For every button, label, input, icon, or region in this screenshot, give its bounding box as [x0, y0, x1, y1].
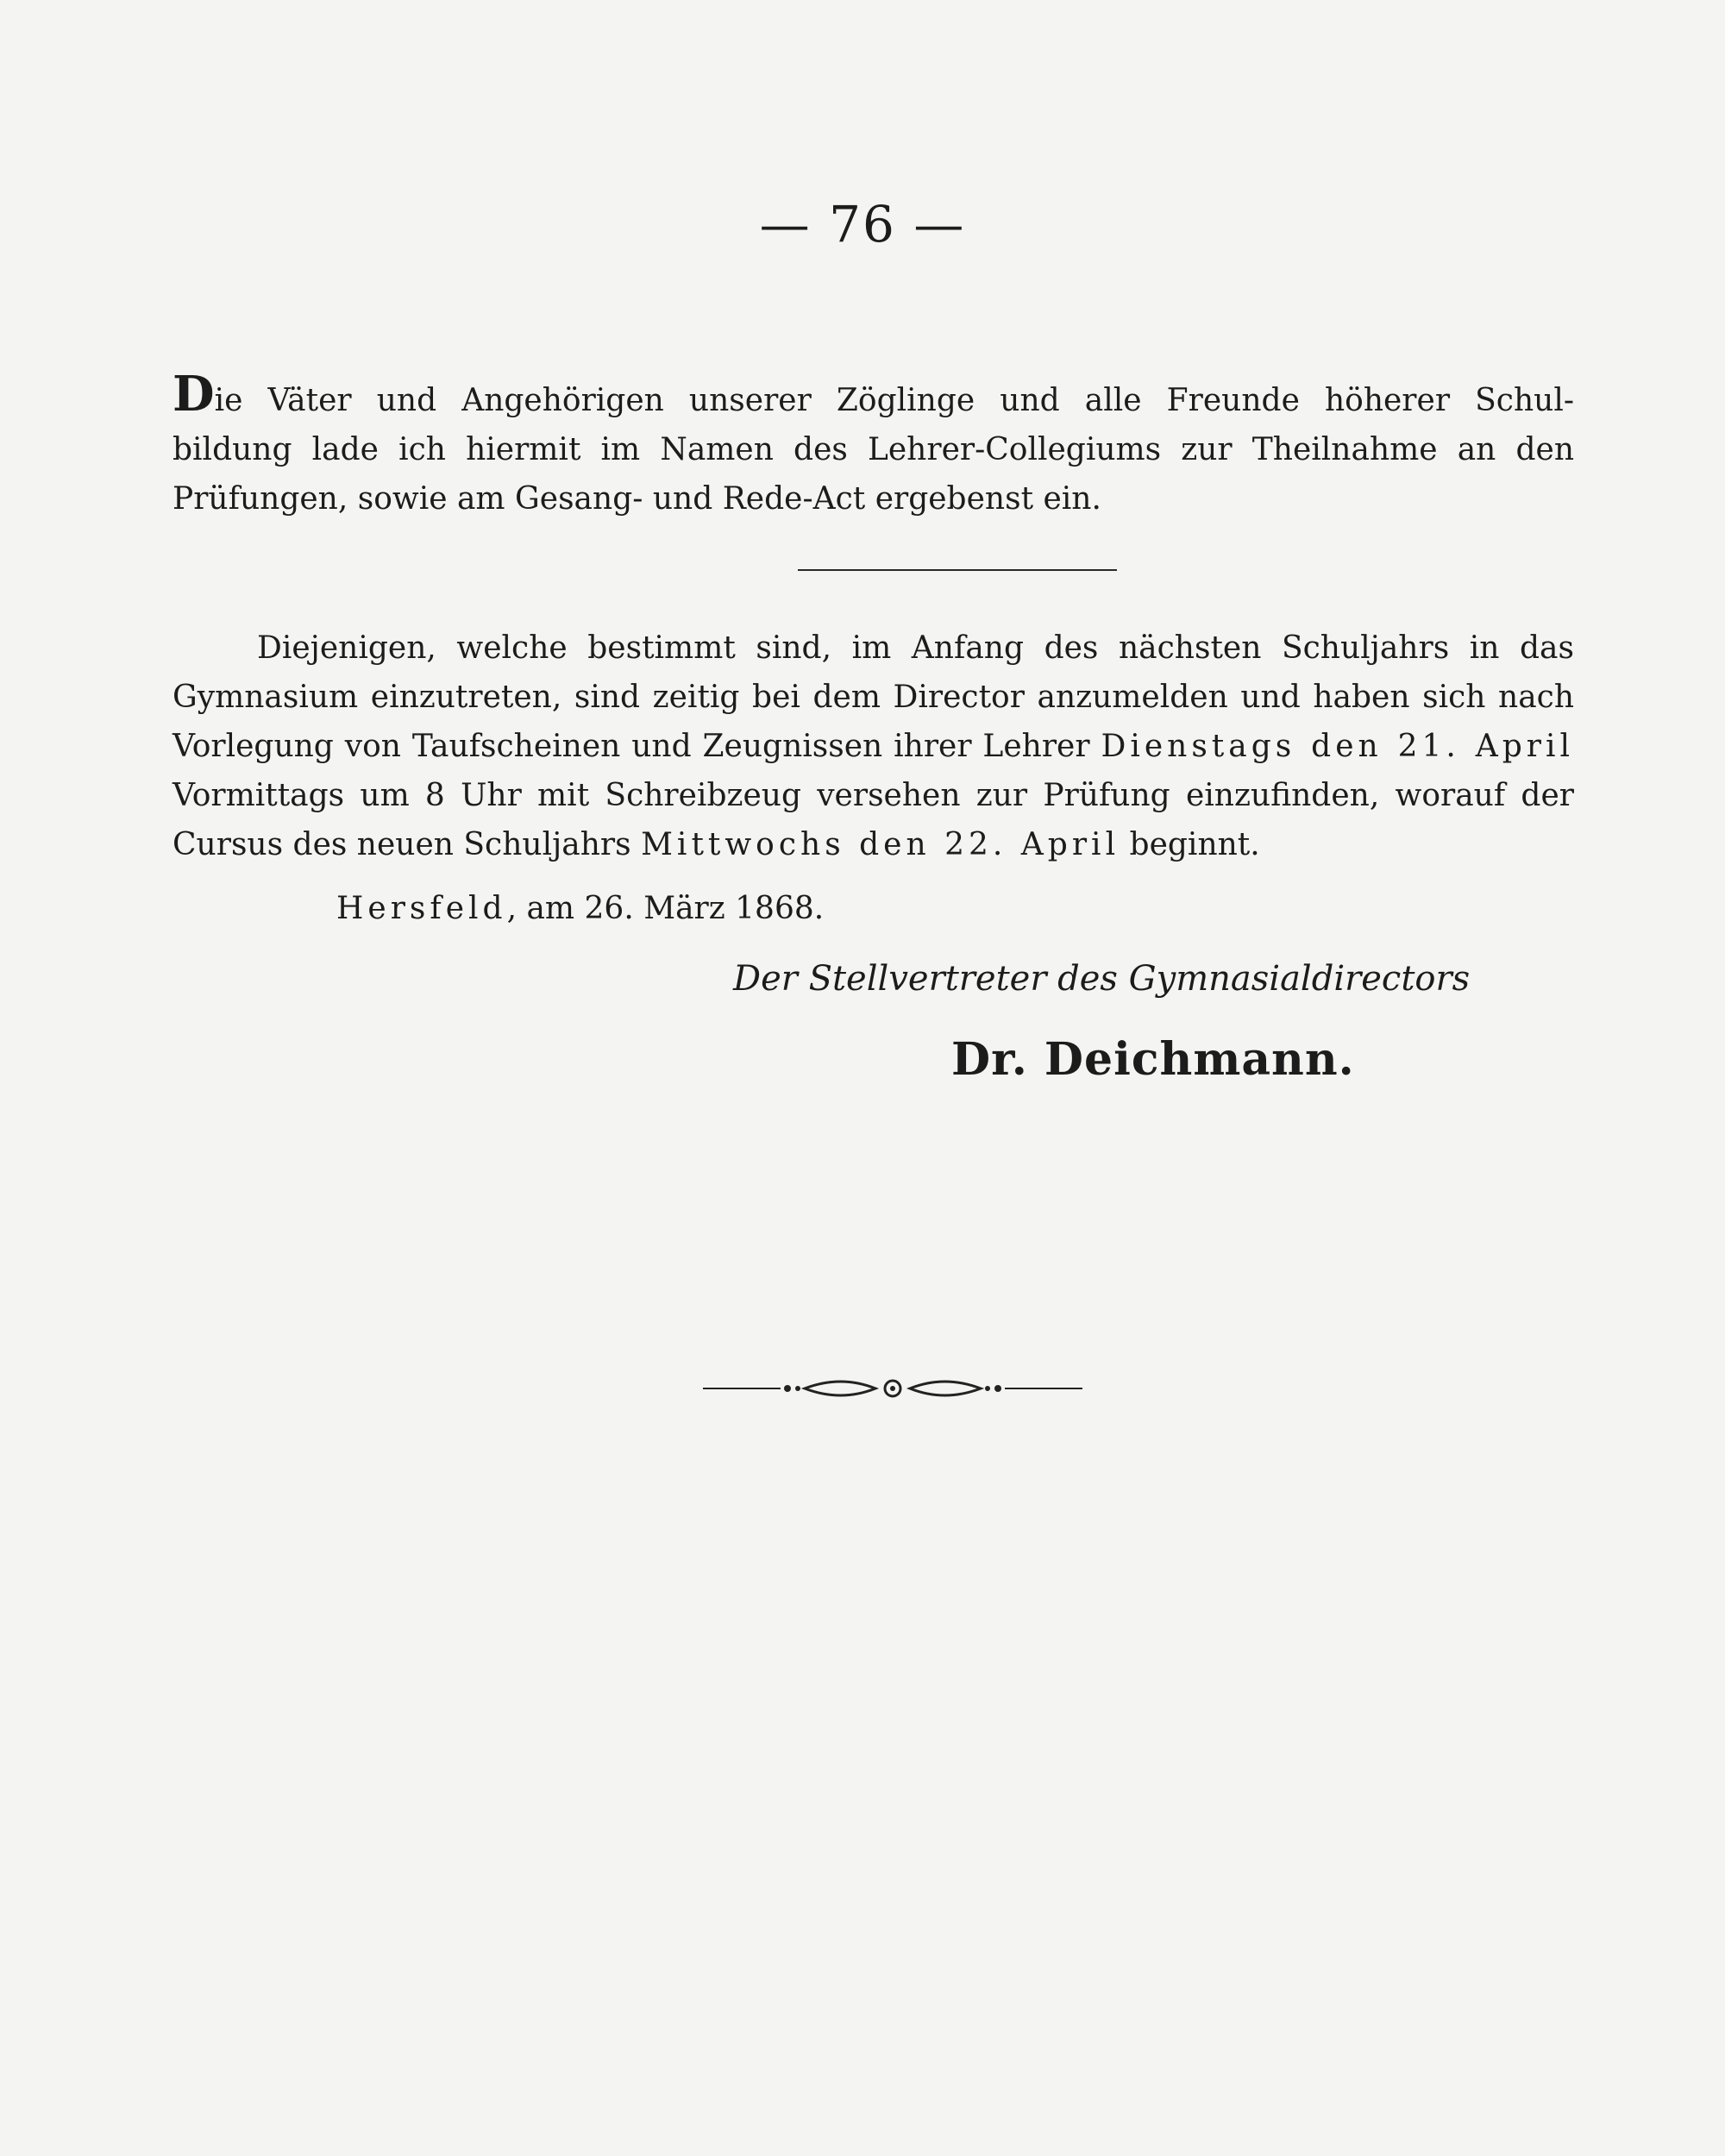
- place: Hersfeld: [336, 891, 507, 926]
- date: , am 26. März 1868.: [506, 891, 825, 926]
- signature-name: Dr. Deichmann.: [951, 1033, 1355, 1086]
- invitation-line-1: ie Väter und Angehörigen unserer Zöglinge und alle Freunde höherer Schul-: [214, 383, 1574, 418]
- admission-paragraph: [172, 624, 1574, 869]
- admission-line-4: Vormittags um 8 Uhr mit Schreibzeug versehen zur Prüfung einzufinden, worauf der: [172, 778, 1574, 813]
- invitation-line-2: bildung lade ich hiermit im Namen des Lehrer-Collegiums zur Theilnahme an den: [172, 432, 1574, 467]
- dateline: [336, 884, 824, 933]
- admission-line-3: Vorlegung von Taufscheinen und Zeugnissen ihrer Lehrer Dienstags den 21. April: [172, 729, 1575, 764]
- admission-line-5: Cursus des neuen Schuljahrs Mittwochs den 22. April beginnt.: [172, 827, 1260, 862]
- invitation-paragraph: [172, 366, 1574, 523]
- admission-line-2: Gymnasium einzutreten, sind zeitig bei dem Director anzumelden und haben sich nach: [172, 680, 1574, 715]
- start-date: Mittwochs den 22. April: [641, 827, 1120, 862]
- invitation-line-3: Prüfungen, sowie am Gesang- und Rede-Act ergebenst ein.: [172, 481, 1101, 517]
- ornament-divider-icon: [703, 1371, 1082, 1406]
- signature-title: Der Stellvertreter des Gymnasialdirectors: [733, 959, 1471, 999]
- page-number: — 76 —: [759, 195, 966, 254]
- section-divider: [798, 569, 1117, 571]
- drop-cap: D: [172, 366, 215, 423]
- exam-date: Dienstags den 21. April: [1101, 729, 1575, 764]
- admission-line-1: Diejenigen, welche bestimmt sind, im Anfang des nächsten Schuljahrs in das: [257, 630, 1574, 666]
